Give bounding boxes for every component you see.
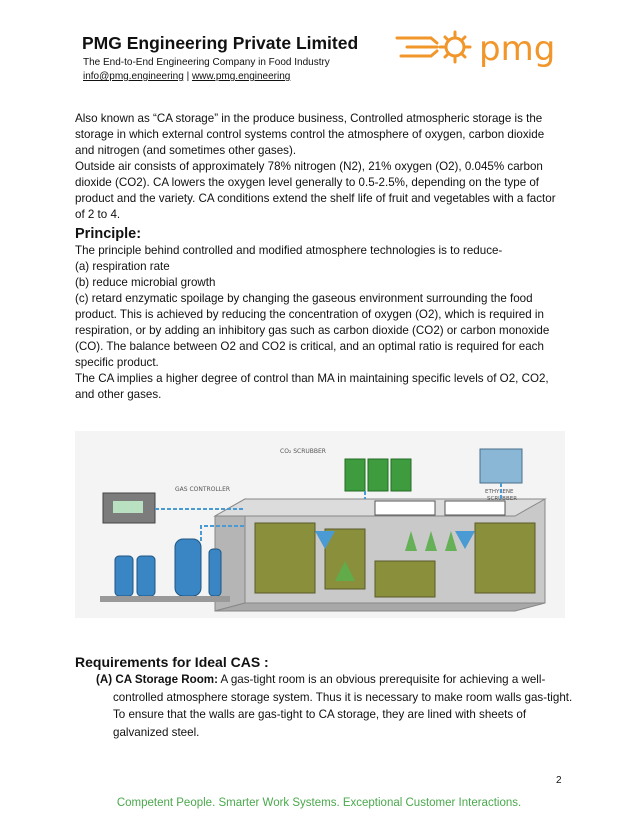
footer-slogan: Competent People. Smarter Work Systems. Exceptional Customer Interactions. xyxy=(116,797,522,809)
company-tagline: The End-to-End Engineering Company in Food Industry xyxy=(83,57,330,68)
intro-section xyxy=(75,111,565,223)
intro-paragraph-1: Also known as “CA storage” in the produce business, Controlled atmospheric storage is the storage in which external control systems control the atmosphere of oxygen, carbon dioxide and nitrogen (and sometimes other gases). xyxy=(75,112,545,157)
room-floor xyxy=(215,603,545,611)
gear-circuit-icon xyxy=(397,32,470,62)
company-name: PMG Engineering Private Limited xyxy=(82,33,359,53)
logo-text: pmg xyxy=(479,29,556,69)
ca-storage-diagram xyxy=(75,431,565,618)
gas-controller-label: GAS CONTROLLER xyxy=(175,486,231,493)
intro-paragraph-2: Outside air consists of approximately 78% nitrogen (N2), 21% oxygen (O2), 0.045% carbon dioxide (CO2). CA lowers the oxygen level generally to 0.5-2.5%, depending on the type of product and the variety. CA conditions extend the shelf life of fruit and vegetables with a factor of 2 to 4. xyxy=(75,160,556,221)
principle-section xyxy=(75,225,565,403)
co2-scrubber xyxy=(345,459,411,491)
requirement-a xyxy=(96,671,583,741)
principle-item-c: (c) retard enzymatic spoilage by changing the gaseous environment surrounding the food product. This is achieved by reducing the concentration of oxygen (O2), which is required in respiration, or by adding an inhibitory gas such as carbon dioxide (CO2) or carbon monoxide (CO). The balance between O2 and CO2 is critical, and an optimal ratio is required for each specific product. xyxy=(75,292,550,369)
principle-lead: The principle behind controlled and modified atmosphere technologies is to reduce- xyxy=(75,244,503,257)
contact-line xyxy=(83,71,290,82)
contact-separator: | xyxy=(186,71,190,82)
requirement-a-label: (A) CA Storage Room: xyxy=(96,673,218,686)
principle-item-a: (a) respiration rate xyxy=(75,260,170,273)
requirement-a-text: A gas-tight room is an obvious prerequisite for achieving a well-controlled atmosphere storage system. Thus it is necessary to make room walls gas-tight. To ensure that the walls are gas-tight to CA storage, they are lined with sheets of galvanized steel. xyxy=(113,673,573,739)
ethylene-scrubber xyxy=(480,449,522,483)
email-link[interactable]: info@pmg.engineering xyxy=(83,71,184,82)
pmg-logo xyxy=(393,22,561,77)
principle-heading: Principle: xyxy=(75,226,142,242)
ethylene-label-1: ETHYLENE xyxy=(485,489,514,495)
principle-closing: The CA implies a higher degree of control than MA in maintaining specific levels of O2, CO2, and other gases. xyxy=(75,372,549,401)
website-link[interactable]: www.pmg.engineering xyxy=(191,71,291,82)
ethylene-label-2: SCRUBBER xyxy=(487,496,518,502)
requirements-heading: Requirements for Ideal CAS : xyxy=(75,654,269,670)
co2-scrubber-label: CO₂ SCRUBBER xyxy=(280,448,326,455)
principle-item-b: (b) reduce microbial growth xyxy=(75,276,216,289)
page-number: 2 xyxy=(556,775,562,786)
